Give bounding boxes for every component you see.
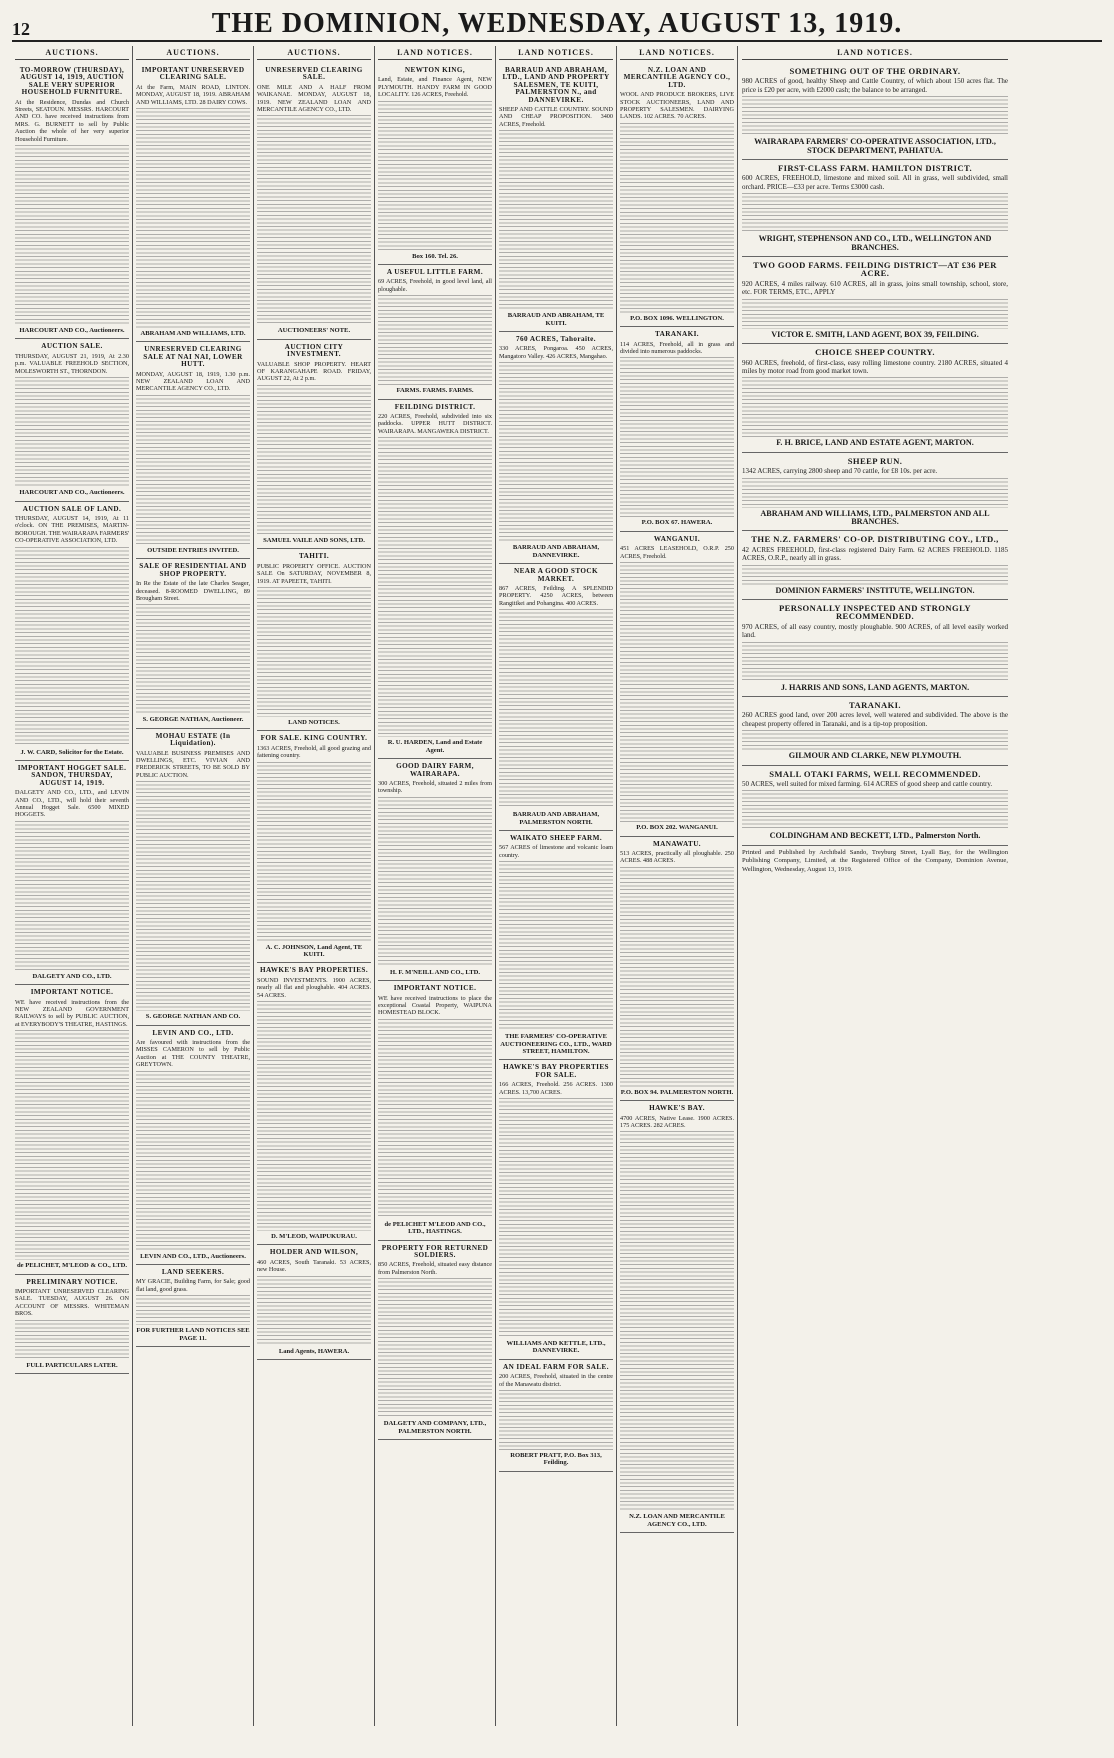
ad-signature: P.O. BOX 202. WANGANUI. [636,824,718,832]
advertisement [378,981,492,1240]
ad-heading: PRELIMINARY NOTICE. [26,1277,118,1286]
ad-heading: SMALL OTAKI FARMS, WELL RECOMMENDED. [769,768,981,779]
ad-signature: HARCOURT AND CO., Auctioneers. [19,489,125,497]
advertisement [15,985,129,1274]
columns [12,46,1102,1726]
ad-heading: IMPORTANT UNRESERVED CLEARING SALE. [141,66,245,82]
ad-body: 1342 ACRES, carrying 2800 sheep and 70 cattle, for £8 10s. per acre. [742,467,938,476]
ad-signature: LEVIN AND CO., LTD., Auctioneers. [140,1252,246,1260]
ad-heading: AUCTION CITY INVESTMENT. [284,342,344,359]
advertisement [136,559,250,728]
column-header: AUCTIONS. [136,46,250,60]
ad-body: SHEEP AND CATTLE COUNTRY. SOUND AND CHEAP PROPOSITION. 3400 ACRES, Freehold. [499,106,613,128]
ad-heading: AUCTION SALE. [41,342,103,351]
column-4 [375,46,496,1726]
ad-body: 460 ACRES, South Taranaki. 53 ACRES, new House. [257,1258,371,1274]
ad-body: PUBLIC PROPERTY OFFICE. AUCTION SALE On SATURDAY, NOVEMBER 8, 1919. AT PAPEETE, TAHITI. [257,562,371,585]
imprint: Printed and Published by Archibald Sando, Treyburg Street, Lyall Bay, for the Wellington Publishing Company, Limited, at the Registered Office of the Company, Dominion Avenue, Wellington, Wednesday, August 13, 1919. [742,848,1008,873]
ad-signature: R. U. HARDEN, Land and Estate Agent. [387,739,483,754]
ad-signature: HARCOURT AND CO., Auctioneers. [19,327,125,335]
advertisement [620,532,734,837]
ad-signature: F. H. BRICE, LAND AND ESTATE AGENT, MARTON. [776,438,974,448]
ad-body: 850 ACRES, Freehold, situated easy distance from Palmerston North. [378,1261,492,1276]
ad-signature: BARRAUD AND ABRAHAM, TE KUITI. [507,312,605,327]
column-header: LAND NOTICES. [742,46,1008,60]
advertisement [257,340,371,549]
advertisement [136,342,250,559]
ad-heading: WAIKATO SHEEP FARM. [509,833,603,842]
ad-signature: LAND NOTICES. [288,718,340,726]
ad-heading: LAND SEEKERS. [161,1268,225,1276]
advertisement [257,963,371,1245]
ad-heading: IMPORTANT HOGGET SALE. SANDON, THURSDAY, AUGUST 14, 1919. [17,763,127,787]
ad-signature: A. C. JOHNSON, Land Agent, TE KUITI. [265,943,363,958]
ad-heading: HAWKE'S BAY. [649,1104,705,1113]
ad-signature: P.O. BOX 67. HAWERA. [641,519,713,527]
ad-signature: ABRAHAM AND WILLIAMS, LTD. [140,330,246,338]
advertisement [378,1241,492,1440]
ad-heading: MANAWATU. [653,839,701,848]
ad-signature: FOR FURTHER LAND NOTICES SEE PAGE 11. [136,1327,250,1342]
ad-body: 200 ACRES, Freehold, situated in the centre of the Manawatu district. [499,1373,613,1388]
column-1 [12,46,133,1726]
ad-signature: BARRAUD AND ABRAHAM, DANNEVIRKE. [512,544,600,559]
ad-signature: DALGETY AND CO., LTD. [32,972,112,980]
ad-heading: HAWKE'S BAY PROPERTIES. [259,966,369,975]
ad-heading: IMPORTANT NOTICE. [30,988,114,997]
ad-heading: IMPORTANT NOTICE. [393,984,477,993]
ad-body: At the Farm, MAIN ROAD, LINTON. MONDAY, AUGUST 18, 1919. ABRAHAM AND WILLIAMS, LTD. 28 DAIRY COWS. [136,83,250,106]
ad-heading: N.Z. LOAN AND MERCANTILE AGENCY CO., LTD. [623,66,731,89]
ad-body: 920 ACRES, 4 miles railway. 610 ACRES, all in grass, joins small township, school, store, etc. FOR TERMS, ETC., APPLY [742,279,1008,297]
ad-heading: SOMETHING OUT OF THE ORDINARY. [789,66,961,76]
ad-heading: FIRST-CLASS FARM. HAMILTON DISTRICT. [777,163,973,174]
advertisement [378,63,492,265]
advertisement [742,697,1008,766]
ad-heading: UNRESERVED CLEARING SALE. [265,66,363,82]
ad-signature: J. HARRIS AND SONS, LAND AGENTS, MARTON. [780,682,970,692]
ad-body: 867 ACRES, Feilding. A SPLENDID PROPERTY. 4250 ACRES, between Rangitikei and Pohangina. 400 ACRES. [499,584,613,607]
ad-heading: HAWKE'S BAY PROPERTIES FOR SALE. [503,1063,609,1079]
ad-body: Land, Estate, and Finance Agent, NEW PLYMOUTH. HANDY FARM IN GOOD LOCALITY. 126 ACRES, Freehold. [378,76,492,99]
advertisement [499,1060,613,1359]
column-header: LAND NOTICES. [620,46,734,60]
ad-heading: NEAR A GOOD STOCK MARKET. [514,567,598,583]
ad-heading: TWO GOOD FARMS. FEILDING DISTRICT—AT £36 PER ACRE. [753,260,997,279]
ad-body: WE have received instructions from the NEW ZEALAND GOVERNMENT RAILWAYS to sell by PUBLIC AUCTION, at EVERYBODY'S THEATRE, HASTINGS. [15,998,129,1028]
ad-body: WOOL AND PRODUCE BROKERS, LIVE STOCK AUCTIONEERS, LAND AND PROPERTY SALESMEN. DAIRYING LANDS. 102 ACRES. 70 ACRES. [620,91,734,121]
advertisement [499,564,613,831]
ad-signature: SAMUEL VAILE AND SONS, LTD. [263,536,365,544]
ad-body: 42 ACRES FREEHOLD, first-class registered Dairy Farm. 62 ACRES FREEHOLD. 1185 ACRES, O.R.P., nearly all in grass. [742,545,1008,563]
ad-heading: TO-MORROW (THURSDAY), AUGUST 14, 1919, AUCTION SALE VERY SUPERIOR HOUSEHOLD FURNITURE. [19,66,125,97]
advertisement [742,63,1008,160]
ad-signature: VICTOR E. SMITH, LAND AGENT, BOX 39, FEILDING. [771,329,979,339]
ad-heading: TARANAKI. [655,330,699,339]
ad-heading: PERSONALLY INSPECTED AND STRONGLY RECOMMENDED. [778,602,972,622]
ad-body: 600 ACRES, FREEHOLD, limestone and mixed soil. All in grass, well subdivided, small orchard. PRICE—£33 per acre. Terms £3000 cash. [742,174,1008,191]
ad-signature: S. GEORGE NATHAN, Auctioneer. [142,716,244,724]
ad-signature: OUTSIDE ENTRIES INVITED. [147,546,239,554]
ad-signature: FARMS. FARMS. FARMS. [396,387,474,395]
ad-signature: THE FARMERS' CO-OPERATIVE AUCTIONEERING CO., LTD., WARD STREET, HAMILTON. [500,1033,612,1055]
ad-signature: COLDINGHAM AND BECKETT, LTD., Palmerston North. [769,831,981,841]
ad-heading: LEVIN AND CO., LTD. [152,1028,234,1037]
ad-signature: BARRAUD AND ABRAHAM, PALMERSTON NORTH. [512,811,600,826]
ad-body: 451 ACRES LEASEHOLD, O.R.P. 250 ACRES, Freehold. [620,545,734,560]
advertisement [499,63,613,332]
ad-body: 300 ACRES, Freehold, situated 2 miles from township. [378,779,492,795]
advertisement [257,731,371,963]
ad-body: ONE MILE AND A HALF FROM WAIKANAE. MONDAY, AUGUST 18, 1919. NEW ZEALAND LOAN AND MERCANTILE AGENCY CO., LTD. [257,83,371,114]
ad-body: 1363 ACRES, Freehold, all good grazing and fattening country. [257,744,371,760]
ad-body: 220 ACRES, Freehold, subdivided into six paddocks. UPPER HUTT DISTRICT. WAIRARAPA. MANGAWEKA DISTRICT. [378,413,492,435]
ad-signature: AUCTIONEERS' NOTE. [277,327,351,335]
column-header: LAND NOTICES. [499,46,613,60]
ad-heading: THE N.Z. FARMERS' CO-OP. DISTRIBUTING COY., LTD., [751,534,999,545]
ad-heading: 760 ACRES, Tahoraite. [516,335,596,344]
advertisement [15,761,129,985]
advertisement [742,766,1008,846]
advertisement [742,344,1008,453]
column-3 [254,46,375,1726]
ad-body: THURSDAY, AUGUST 14, 1919, At 11 o'clock. ON THE PREMISES, MARTIN-BOROUGH. THE WAIRARAPA FARMERS' CO-OPERATIVE ASSOCIATION, LTD. [15,514,129,545]
ad-heading: TARANAKI. [849,700,901,710]
ad-body: In Re the Estate of the late Charles Seager, deceased. 8-ROOMED DWELLING, 89 Brougham Street. [136,580,250,602]
ad-heading: PROPERTY FOR RETURNED SOLDIERS. [381,1243,489,1259]
ad-heading: WANGANUI. [653,534,701,543]
advertisement [742,160,1008,257]
column-7 [738,46,1012,1726]
advertisement [136,1265,250,1347]
ad-body: VALUABLE BUSINESS PREMISES AND DWELLINGS, ETC. VIVIAN AND FREDERICK STREETS, TO BE SOLD BY PUBLIC AUCTION. [136,749,250,779]
ad-body: THURSDAY, AUGUST 21, 1919, At 2.30 p.m. VALUABLE FREEHOLD SECTION, MOLESWORTH ST., THORNDON. [15,352,129,375]
advertisement [136,1026,250,1265]
ad-heading: UNRESERVED CLEARING SALE AT NAI NAI, LOWER HUTT. [143,345,243,369]
ad-heading: AUCTION SALE OF LAND. [22,504,122,513]
advertisement [257,63,371,340]
advertisement [15,502,129,761]
ad-heading: SALE OF RESIDENTIAL AND SHOP PROPERTY. [139,562,247,578]
ad-body: 69 ACRES, Freehold, in good level land, all ploughable. [378,278,492,293]
ad-signature: ROBERT PRATT, P.O. Box 313, Feilding. [510,1452,602,1467]
ad-body: 980 ACRES of good, healthy Sheep and Cattle Country, of which about 150 acres flat. The price is £20 per acre, with £2000 cash; the balance to be arranged. [742,77,1008,94]
advertisement [620,1101,734,1533]
ad-body: 513 ACRES, practically all ploughable. 250 ACRES. 488 ACRES. [620,849,734,865]
ad-heading: FOR SALE. KING COUNTRY. [260,734,368,743]
advertisement [378,400,492,759]
advertisement [620,837,734,1102]
ad-signature: DOMINION FARMERS' INSTITUTE, WELLINGTON. [775,585,975,595]
ad-signature: GILMOUR AND CLARKE, NEW PLYMOUTH. [788,751,962,761]
ad-body: MONDAY, AUGUST 18, 1919, 1.30 p.m. NEW ZEALAND LOAN AND MERCANTILE AGENCY CO., LTD. [136,370,250,393]
advertisement [136,63,250,342]
ad-body: At the Residence, Dundas and Church Streets, SEATOUN. MESSRS. HARCOURT AND CO. have received instructions from MRS. G. BURNETT to sell by Public Auction the whole of her very superior Household Furniture. [15,98,129,143]
ad-heading: MOHAU ESTATE (In Liquidation). [155,731,231,748]
ad-body: SOUND INVESTMENTS. 1900 ACRES, nearly all flat and ploughable. 404 ACRES. 54 ACRES. [257,976,371,999]
ad-body: 114 ACRES, Freehold, all in grass and divided into numerous paddocks. [620,340,734,356]
advertisement [15,339,129,501]
ad-body: 166 ACRES, Freehold. 256 ACRES. 1300 ACRES. 13,700 ACRES. [499,1081,613,1096]
column-5 [496,46,617,1726]
ad-signature: ABRAHAM AND WILLIAMS, LTD., PALMERSTON AND ALL BRANCHES. [760,508,990,526]
ad-signature: P.O. BOX 94. PALMERSTON NORTH. [620,1088,734,1096]
ad-signature: WAIRARAPA FARMERS' CO-OPERATIVE ASSOCIATION, LTD., STOCK DEPARTMENT, PAHIATUA. [754,137,996,155]
ad-signature: P.O. BOX 1096. WELLINGTON. [630,314,724,322]
ad-signature: WRIGHT, STEPHENSON AND CO., LTD., WELLINGTON AND BRANCHES. [758,234,992,252]
ad-signature: Land Agents, HAWERA. [278,1347,350,1355]
ad-heading: TAHITI. [298,552,330,561]
ad-signature: de PELICHET M'LEOD AND CO., LTD., HASTINGS. [384,1220,486,1236]
ad-signature: S. GEORGE NATHAN AND CO. [145,1013,241,1021]
newspaper-page [12,6,1102,1746]
ad-body: 567 ACRES of limestone and volcanic loam country. [499,844,613,859]
advertisement [620,327,734,532]
advertisement [742,453,1008,532]
ad-body: 260 ACRES good land, over 200 acres level, well watered and subdivided. The above is the cheapest property offered in Taranaki, and is a tip-top proposition. [742,711,1008,728]
ad-heading: FEILDING DISTRICT. [394,402,476,411]
ad-body: WE have received instructions to place the exceptional Coastal Property, WAIPUNA HOMESTEAD BLOCK. [378,994,492,1017]
column-header: LAND NOTICES. [378,46,492,60]
ad-body: 330 ACRES, Pongaroa. 450 ACRES, Mangatoro Valley. 426 ACRES, Mangahao. [499,345,613,360]
advertisement [378,265,492,400]
ad-body: MY GRACIE, Building Farm, for Sale; good flat land, good grass. [136,1278,250,1293]
ad-heading: A USEFUL LITTLE FARM. [386,268,484,277]
advertisement [742,531,1008,600]
advertisement [499,1360,613,1472]
ad-body: 50 ACRES, well suited for mixed farming. 614 ACRES of good sheep and cattle country. [742,780,993,789]
ad-heading: HOLDER AND WILSON, [269,1248,359,1257]
advertisement [15,1275,129,1374]
ad-body: 970 ACRES, of all easy country, mostly ploughable. 900 ACRES, of all level easily worked land. [742,622,1008,640]
ad-body: Are favoured with instructions from the MISSES CAMERON to sell by Public Auction at THE COUNTY THEATRE, GREYTOWN. [136,1038,250,1069]
ad-heading: GOOD DAIRY FARM, WAIRARAPA. [396,762,474,778]
advertisement [499,332,613,564]
ad-signature: Box 160. Tel. 26. [412,252,458,260]
ad-heading: BARRAUD AND ABRAHAM, LTD., LAND AND PROPERTY SALESMEN, TE KUITI, PALMERSTON N., and DANNEVIRKE. [502,66,610,104]
advertisement [15,63,129,339]
masthead [12,6,1102,42]
page-number: 12 [12,19,30,39]
ad-body: 4700 ACRES, Native Lease. 1900 ACRES. 175 ACRES. 282 ACRES. [620,1114,734,1129]
column-2 [133,46,254,1726]
ad-body: IMPORTANT UNRESERVED CLEARING SALE. TUESDAY, AUGUST 26. ON ACCOUNT OF MESSRS. WHITEMAN BROS. [15,1288,129,1318]
ad-heading: SHEEP RUN. [847,455,903,466]
ad-signature: D. M'LEOD, WAIPUKURAU. [271,1232,357,1240]
newspaper-title: THE DOMINION, WEDNESDAY, AUGUST 13, 1919. [211,8,903,39]
ad-body: DALGETY AND CO., LTD., and LEVIN AND CO., LTD., will hold their seventh Annual Hogget Sale. 6500 MIXED HOGGETS. [15,789,129,819]
advertisement [136,729,250,1026]
column-header: AUCTIONS. [15,46,129,60]
ad-body: VALUABLE SHOP PROPERTY. HEART OF KARANGAHAPE ROAD. FRIDAY, AUGUST 22, At 2 p.m. [257,360,371,383]
advertisement [620,63,734,327]
advertisement [742,257,1008,344]
ad-signature: H. F. M'NEILL AND CO., LTD. [389,968,480,976]
ad-signature: N.Z. LOAN AND MERCANTILE AGENCY CO., LTD. [629,1513,725,1528]
ad-heading: CHOICE SHEEP COUNTRY. [815,347,935,358]
ad-signature: DALGETY AND COMPANY, LTD., PALMERSTON NORTH. [383,1420,487,1435]
column-header: AUCTIONS. [257,46,371,60]
column-6 [617,46,738,1726]
ad-heading: AN IDEAL FARM FOR SALE. [503,1362,609,1371]
advertisement [742,600,1008,697]
ad-body: 960 ACRES, freehold, of first-class, easy rolling limestone country. 2180 ACRES, situated 4 miles by motor road from good market town. [742,358,1008,375]
ad-signature: WILLIAMS AND KETTLE, LTD., DANNEVIRKE. [506,1340,606,1355]
ad-signature: FULL PARTICULARS LATER. [26,1361,118,1369]
ad-signature: J. W. CARD, Solicitor for the Estate. [20,748,124,756]
advertisement [499,831,613,1060]
advertisement [257,549,371,731]
ad-heading: NEWTON KING, [404,66,466,74]
advertisement [257,1245,371,1360]
advertisement [378,759,492,981]
ad-signature: de PELICHET, M'LEOD & CO., LTD. [16,1262,128,1270]
